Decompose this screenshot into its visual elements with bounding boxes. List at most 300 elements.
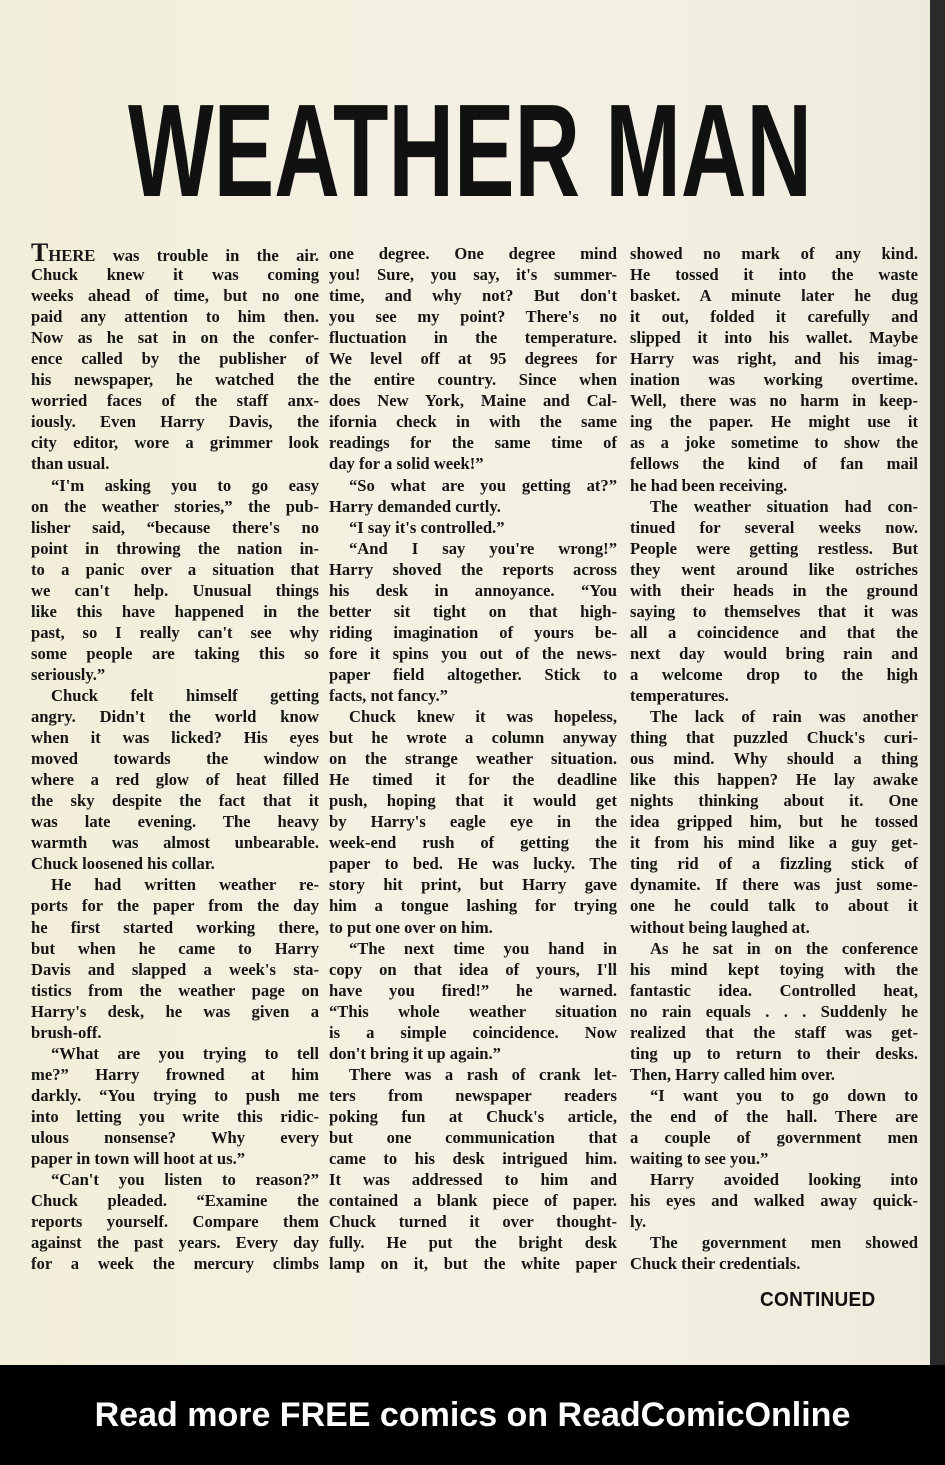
text-line-content: basket. A minute later he dug <box>630 286 918 306</box>
text-line <box>630 1043 918 1064</box>
text-line-content: all a coincidence and that the <box>630 622 918 642</box>
text-line-content: it out, folded it carefully and <box>630 307 918 327</box>
text-line <box>329 853 617 874</box>
text-line-content: copy on that idea of yours, I'll <box>329 959 617 979</box>
text-line <box>630 264 918 285</box>
text-line-content: readings for the same time of <box>329 433 617 453</box>
text-line-content: was late evening. The heavy <box>31 812 319 832</box>
text-line-content: ination was working overtime. <box>630 370 918 390</box>
text-line-content: does New York, Maine and Cal- <box>329 391 617 411</box>
text-line <box>329 664 617 685</box>
text-line-content: Then, Harry called him over. <box>630 1064 835 1084</box>
text-line-content: saying to themselves that it was <box>630 601 918 621</box>
text-line <box>630 432 918 453</box>
text-line-content: brush-off. <box>31 1022 102 1042</box>
text-line-content: The weather situation had con- <box>650 496 918 516</box>
text-line <box>630 811 918 832</box>
text-line <box>31 538 319 559</box>
text-line-content: me?” Harry frowned at him <box>31 1064 319 1084</box>
text-line-content: a couple of government men <box>630 1127 918 1147</box>
text-line <box>630 1169 918 1190</box>
text-line <box>31 748 319 769</box>
text-line <box>329 390 617 411</box>
text-line <box>329 559 617 580</box>
text-line <box>630 853 918 874</box>
text-line <box>329 496 617 517</box>
text-line-content: to put one over on him. <box>329 917 493 937</box>
text-line-content: like this have happened in the <box>31 601 319 621</box>
text-line-content: “I want you to go down to <box>650 1085 918 1105</box>
text-line <box>31 811 319 832</box>
text-line-content: Chuck turned it over thought- <box>329 1212 617 1232</box>
text-line <box>329 1169 617 1190</box>
text-line <box>630 643 918 664</box>
paragraph <box>31 238 319 475</box>
text-line <box>630 390 918 411</box>
text-line <box>31 685 319 706</box>
paragraph <box>329 243 617 475</box>
paragraph <box>31 1043 319 1169</box>
text-line <box>31 917 319 938</box>
text-line-content: is a simple coincidence. Now <box>329 1022 617 1042</box>
paragraph <box>630 1169 918 1232</box>
text-line <box>329 622 617 643</box>
text-line <box>329 1127 617 1148</box>
text-line-content: where a red glow of heat filled <box>31 770 319 790</box>
text-line-content: tinued for several weeks now. <box>630 517 918 537</box>
text-line-content: moved towards the window <box>31 749 319 769</box>
text-line <box>329 959 617 980</box>
text-line <box>329 1085 617 1106</box>
text-line-content: fellows the kind of fan mail <box>630 454 918 474</box>
text-line-content: than usual. <box>31 454 110 474</box>
text-line-content: The government men showed <box>650 1233 918 1253</box>
text-line <box>31 264 319 285</box>
paragraph <box>630 243 918 496</box>
text-line <box>630 727 918 748</box>
text-line <box>31 643 319 664</box>
text-line-content: point in throwing the nation in- <box>31 538 319 558</box>
text-line-content: to a panic over a situation that <box>31 559 319 579</box>
paragraph <box>329 938 617 1064</box>
text-line <box>630 622 918 643</box>
text-line <box>329 285 617 306</box>
paragraph <box>329 517 617 538</box>
text-line-content: Harry shoved the reports across <box>329 559 617 579</box>
text-line <box>31 853 319 874</box>
text-line-content: warmth was almost unbearable. <box>31 833 319 853</box>
drop-cap: T <box>31 238 49 267</box>
text-line-content: past, so I really can't see why <box>31 622 319 642</box>
paragraph <box>31 475 319 685</box>
text-line-content: Harry's desk, he was given a <box>31 1001 319 1021</box>
text-line-content: his desk in annoyance. “You <box>329 580 617 600</box>
text-line <box>630 348 918 369</box>
text-line <box>31 348 319 369</box>
text-line <box>329 538 617 559</box>
text-line <box>31 938 319 959</box>
text-column-2 <box>329 243 617 1274</box>
text-line-content: as a joke sometime to show the <box>630 433 918 453</box>
text-line <box>329 1211 617 1232</box>
text-line-content: ence called by the publisher of <box>31 349 319 369</box>
text-line <box>630 306 918 327</box>
text-line-content: idea gripped him, but he tossed <box>630 812 918 832</box>
text-line-content: riding imagination of yours be- <box>329 622 617 642</box>
text-line-content: We level off at 95 degrees for <box>329 349 617 369</box>
text-line <box>31 432 319 453</box>
text-line <box>630 959 918 980</box>
text-line <box>630 790 918 811</box>
text-line <box>31 1169 319 1190</box>
text-line-content: he had been receiving. <box>630 475 788 495</box>
text-line-content: nights thinking about it. One <box>630 791 918 811</box>
text-line <box>31 601 319 622</box>
text-line-content: a welcome drop to the high <box>630 664 918 684</box>
text-line <box>31 1043 319 1064</box>
promo-banner-text[interactable]: Read more FREE comics on ReadComicOnline <box>94 1395 851 1434</box>
text-line-content: As he sat in on the conference <box>650 938 918 958</box>
promo-banner[interactable] <box>0 1365 945 1465</box>
text-line <box>329 874 617 895</box>
text-line-content: on the weather stories,” the pub- <box>31 496 319 516</box>
text-line <box>630 706 918 727</box>
text-line-content: realized that the staff was get- <box>630 1022 918 1042</box>
text-line-content: ulous nonsense? Why every <box>31 1127 319 1147</box>
text-line-content: his mind kept toying with the <box>630 959 918 979</box>
text-line <box>31 980 319 1001</box>
text-line-content: better sit tight on that high- <box>329 601 617 621</box>
text-line <box>630 369 918 390</box>
text-line <box>630 1127 918 1148</box>
text-line-content: it from his mind like a guy get- <box>630 833 918 853</box>
text-line <box>630 938 918 959</box>
text-column-3 <box>630 243 918 1274</box>
text-line <box>630 980 918 1001</box>
text-line <box>630 475 918 496</box>
text-line-content: his eyes and walked away quick- <box>630 1191 918 1211</box>
text-line <box>31 285 319 306</box>
text-line <box>31 727 319 748</box>
text-line <box>630 748 918 769</box>
story-title-text: WEATHER MAN <box>128 92 812 202</box>
story-title <box>128 92 812 202</box>
text-line <box>31 496 319 517</box>
text-line <box>630 411 918 432</box>
text-line <box>329 453 617 474</box>
text-line-content: lisher said, “because there's no <box>31 517 319 537</box>
text-line <box>630 1085 918 1106</box>
text-line-content: ous mind. Why should a thing <box>630 749 918 769</box>
text-line <box>31 1148 319 1169</box>
paragraph <box>329 706 617 938</box>
paragraph <box>630 1085 918 1169</box>
text-line <box>630 243 918 264</box>
text-line-content: paid any attention to him then. <box>31 307 319 327</box>
text-line <box>329 306 617 327</box>
text-line <box>31 1190 319 1211</box>
text-line <box>630 327 918 348</box>
text-line-content: fantastic idea. Controlled heat, <box>630 980 918 1000</box>
text-line-content: It was addressed to him and <box>329 1170 617 1190</box>
text-line <box>31 959 319 980</box>
text-line <box>329 938 617 959</box>
text-line-content: Davis and slapped a week's sta- <box>31 959 319 979</box>
text-line <box>630 580 918 601</box>
text-line-content: the sky despite the fact that it <box>31 791 319 811</box>
text-line-content: ting up to return to their desks. <box>630 1043 918 1063</box>
text-line-content: waiting to see you.” <box>630 1149 769 1169</box>
text-line-content: but he wrote a column anyway <box>329 728 617 748</box>
text-line <box>329 1190 617 1211</box>
text-line-content: The lack of rain was another <box>650 707 918 727</box>
text-line-content: Harry was right, and his imag- <box>630 349 918 369</box>
text-line-content: his newspaper, he watched the <box>31 370 319 390</box>
text-line-content: against the past years. Every day <box>31 1233 319 1253</box>
text-line <box>329 1001 617 1022</box>
text-line <box>630 538 918 559</box>
text-line-content: no rain equals . . . Suddenly he <box>630 1001 918 1021</box>
text-line <box>630 1211 918 1232</box>
text-line <box>329 1043 617 1064</box>
text-line-content: fully. He put the bright desk <box>329 1233 617 1253</box>
paragraph <box>630 496 918 706</box>
text-line-content: Chuck their credentials. <box>630 1254 801 1274</box>
text-line <box>630 1148 918 1169</box>
text-line <box>630 517 918 538</box>
text-line-content: thing that puzzled Chuck's curi- <box>630 728 918 748</box>
text-line-content: weeks ahead of time, but no one <box>31 286 319 306</box>
text-line-content: by Harry's eagle eye in the <box>329 812 617 832</box>
text-line-content: paper in town will hoot at us.” <box>31 1149 246 1169</box>
text-line-content: with their heads in the ground <box>630 580 918 600</box>
text-column-1 <box>31 238 319 1274</box>
text-line-content: darkly. “You trying to push me <box>31 1085 319 1105</box>
text-line <box>31 769 319 790</box>
text-line <box>31 1253 319 1274</box>
text-line-content: came to his desk intrigued him. <box>329 1149 617 1169</box>
text-line-content: Chuck felt himself getting <box>51 685 319 705</box>
text-line-content: lamp on it, but the white paper <box>329 1254 617 1274</box>
text-line <box>31 390 319 411</box>
text-line <box>329 580 617 601</box>
text-line-content: time, and why not? But don't <box>329 286 617 306</box>
text-line-content: ly. <box>630 1212 647 1232</box>
text-line-content: Well, there was no harm in keep- <box>630 391 918 411</box>
text-line <box>31 411 319 432</box>
text-line <box>329 1022 617 1043</box>
text-line-content: week-end rush of getting the <box>329 833 617 853</box>
text-line <box>31 1232 319 1253</box>
text-line <box>329 917 617 938</box>
text-line <box>630 453 918 474</box>
text-line <box>630 685 918 706</box>
text-line <box>329 1106 617 1127</box>
text-line <box>630 1001 918 1022</box>
text-line-content: He tossed it into the waste <box>630 265 918 285</box>
text-line <box>329 895 617 916</box>
text-line <box>329 369 617 390</box>
text-line <box>31 517 319 538</box>
text-line-content: have you fired!” he warned. <box>329 980 617 1000</box>
text-line <box>329 769 617 790</box>
text-line-content: Chuck knew it was hopeless, <box>349 707 617 727</box>
text-line-content: story hit print, but Harry gave <box>329 875 617 895</box>
text-line-content: He timed it for the deadline <box>329 770 617 790</box>
text-line-content: Harry avoided looking into <box>650 1170 918 1190</box>
continued-label: CONTINUED <box>760 1289 876 1311</box>
text-line <box>31 1211 319 1232</box>
text-line-content: “I'm asking you to go easy <box>51 475 319 495</box>
text-line-content: “And I say you're wrong!” <box>349 538 617 558</box>
text-line <box>31 1085 319 1106</box>
text-line-content: the end of the hall. There are <box>630 1106 918 1126</box>
text-line <box>329 980 617 1001</box>
text-line-content: day for a solid week!” <box>329 454 484 474</box>
text-line <box>31 706 319 727</box>
text-line <box>329 643 617 664</box>
text-line-content: city editor, wore a grimmer look <box>31 433 319 453</box>
text-line <box>630 1022 918 1043</box>
text-line-content: angry. Didn't the world know <box>31 707 319 727</box>
text-line <box>329 348 617 369</box>
text-line-content: “The next time you hand in <box>349 938 617 958</box>
text-line-content: fluctuation in the temperature. <box>329 328 617 348</box>
text-line-content: temperatures. <box>630 685 729 705</box>
text-line-content: “So what are you getting at?” <box>349 475 617 495</box>
page-edge <box>930 0 945 1365</box>
text-line-content: HERE was trouble in the air. <box>48 246 319 265</box>
text-line-content: ing the paper. He might use it <box>630 412 918 432</box>
paragraph <box>31 874 319 1042</box>
text-line <box>31 369 319 390</box>
text-line-content: ters from newspaper readers <box>329 1085 617 1105</box>
text-line-content: slipped it into his wallet. Maybe <box>630 328 918 348</box>
text-line-content: the entire country. Since when <box>329 370 617 390</box>
paragraph <box>31 1169 319 1274</box>
text-line <box>329 432 617 453</box>
text-line <box>31 895 319 916</box>
text-line <box>31 1127 319 1148</box>
paragraph <box>329 538 617 706</box>
text-line-content: him a tongue lashing for trying <box>329 896 617 916</box>
text-line <box>329 706 617 727</box>
text-line <box>31 306 319 327</box>
text-line <box>329 727 617 748</box>
text-line <box>630 1253 918 1274</box>
paragraph <box>31 685 319 874</box>
text-line-content: “This whole weather situation <box>329 1001 617 1021</box>
text-line-content: paper to bed. He was lucky. The <box>329 854 617 874</box>
text-line <box>31 580 319 601</box>
text-line <box>630 832 918 853</box>
text-line <box>329 475 617 496</box>
text-line-content: for a week the mercury climbs <box>31 1254 319 1274</box>
text-line-content: “Can't you listen to reason?” <box>51 1170 319 1190</box>
text-line-content: seriously.” <box>31 664 106 684</box>
text-line <box>31 622 319 643</box>
text-line <box>31 238 319 267</box>
text-line-content: one he could talk to about it <box>630 896 918 916</box>
text-line <box>31 559 319 580</box>
text-line <box>31 1022 319 1043</box>
text-line <box>31 327 319 348</box>
text-line-content: facts, not fancy.” <box>329 685 448 705</box>
text-line-content: contained a blank piece of paper. <box>329 1191 617 1211</box>
text-line-content: poking fun at Chuck's article, <box>329 1106 617 1126</box>
text-line-content: showed no mark of any kind. <box>630 244 918 263</box>
text-line-content: you see my point? There's no <box>329 307 617 327</box>
text-line-content: “I say it's controlled.” <box>349 517 505 537</box>
text-line-content: ports for the paper from the day <box>31 896 319 916</box>
paragraph <box>630 938 918 1085</box>
text-line-content: into letting you write this ridic- <box>31 1106 319 1126</box>
text-line-content: like this happen? He lay awake <box>630 770 918 790</box>
text-line <box>31 832 319 853</box>
text-line-content: Chuck knew it was coming <box>31 265 319 285</box>
text-line-content: There was a rash of crank let- <box>349 1064 617 1084</box>
text-line <box>630 874 918 895</box>
text-line <box>31 453 319 474</box>
text-line <box>329 411 617 432</box>
text-line <box>329 832 617 853</box>
text-line <box>31 790 319 811</box>
text-line-content: worried faces of the staff anx- <box>31 391 319 411</box>
paragraph <box>329 1064 617 1274</box>
text-line <box>329 243 617 264</box>
paragraph <box>329 475 617 517</box>
text-line-content: dynamite. If there was just some- <box>630 875 918 895</box>
text-line <box>630 496 918 517</box>
text-line <box>329 685 617 706</box>
text-line <box>31 1001 319 1022</box>
text-line-content: don't bring it up again.” <box>329 1043 501 1063</box>
text-line <box>31 1064 319 1085</box>
text-line <box>31 874 319 895</box>
text-line-content: “What are you trying to tell <box>51 1043 319 1063</box>
text-line-content: fore it spins you out of the news- <box>329 643 617 663</box>
text-line <box>329 517 617 538</box>
text-line <box>630 664 918 685</box>
text-line <box>31 1106 319 1127</box>
text-line <box>329 1064 617 1085</box>
text-line <box>31 475 319 496</box>
text-line-content: on the strange weather situation. <box>329 749 617 769</box>
text-line-content: tistics from the weather page on <box>31 980 319 1000</box>
text-line <box>329 1253 617 1274</box>
text-line-content: some people are taking this so <box>31 643 319 663</box>
paragraph <box>630 706 918 938</box>
text-line <box>630 1190 918 1211</box>
text-line-content: you! Sure, you say, it's summer- <box>329 265 617 285</box>
text-line-content: ifornia check in with the same <box>329 412 617 432</box>
text-line <box>630 601 918 622</box>
text-line-content: ting rid of a fizzling stick of <box>630 854 918 874</box>
text-line <box>329 811 617 832</box>
text-line-content: when it was licked? His eyes <box>31 728 319 748</box>
text-line-content: paper field altogether. Stick to <box>329 664 617 684</box>
text-line-content: Chuck pleaded. “Examine the <box>31 1191 319 1211</box>
text-line <box>630 895 918 916</box>
text-line <box>630 1106 918 1127</box>
text-line-content: he first started working there, <box>31 917 319 937</box>
text-line-content: next day would bring rain and <box>630 643 918 663</box>
paragraph <box>630 1232 918 1274</box>
text-line-content: He had written weather re- <box>51 875 319 895</box>
text-line-content: Harry demanded curtly. <box>329 496 501 516</box>
text-line-content: without being laughed at. <box>630 917 810 937</box>
text-line-content: People were getting restless. But <box>630 538 918 558</box>
